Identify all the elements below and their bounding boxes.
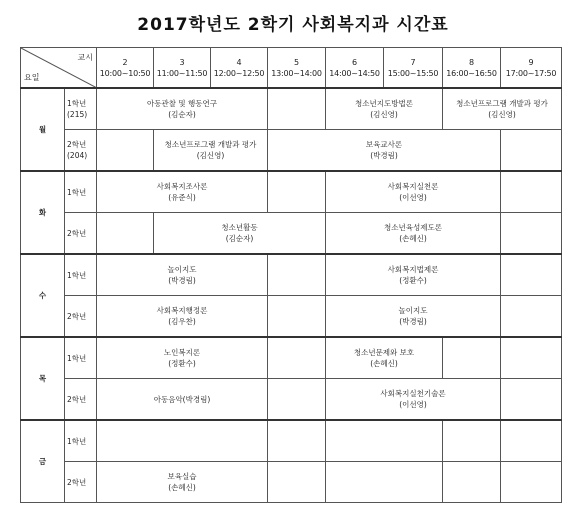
grade-name: 2학년 — [67, 477, 87, 487]
class-name: 아동관찰 및 행동연구 — [147, 99, 217, 108]
table-row — [21, 171, 562, 213]
empty-cell — [97, 213, 154, 255]
empty-cell — [501, 213, 562, 255]
empty-cell — [268, 462, 326, 503]
room-number: (215) — [67, 110, 88, 119]
grade-label — [65, 337, 97, 379]
period-time: 16:00~16:50 — [446, 68, 497, 78]
period-header — [501, 48, 562, 89]
empty-cell — [268, 420, 326, 462]
period-number: 7 — [410, 57, 416, 67]
class-cell — [326, 213, 501, 255]
period-header — [384, 48, 443, 89]
empty-cell — [97, 130, 154, 172]
period-time: 12:00~12:50 — [213, 68, 265, 78]
corner-cell — [21, 48, 97, 89]
class-name: 청소년문제와 보호 — [353, 348, 415, 357]
teacher-name: (손혜신) — [168, 483, 196, 492]
table-row — [21, 254, 562, 296]
period-time: 10:00~10:50 — [99, 68, 151, 78]
grade-label — [65, 213, 97, 255]
grade-name: 2학년 — [67, 311, 87, 321]
table-row — [21, 296, 562, 338]
class-cell — [326, 171, 501, 213]
grade-name: 1학년 — [67, 270, 87, 280]
class-cell — [97, 337, 268, 379]
empty-cell — [501, 171, 562, 213]
class-name: 사회복지조사론 — [156, 182, 208, 191]
teacher-name: (김순자) — [225, 234, 254, 243]
grade-label — [65, 420, 97, 462]
empty-cell — [443, 337, 501, 379]
class-cell — [326, 296, 501, 338]
page-title: 2017학년도 2학기 사회복지과 시간표 — [137, 15, 449, 35]
class-cell — [97, 462, 268, 503]
class-name: 노인복지론 — [163, 348, 201, 357]
grade-label — [65, 88, 97, 130]
period-header — [97, 48, 154, 89]
table-row — [21, 379, 562, 421]
period-number: 8 — [468, 57, 475, 67]
grade-name: 1학년 — [67, 99, 87, 108]
empty-cell — [501, 337, 562, 379]
teacher-name: (유준식) — [168, 193, 196, 202]
class-cell — [97, 254, 268, 296]
class-name: 청소년육성제도론 — [384, 223, 442, 232]
class-name: 아동음악(박경림) — [153, 394, 211, 404]
period-number: 4 — [236, 57, 242, 67]
day-label: 목 — [21, 337, 65, 420]
table-row — [21, 130, 562, 172]
teacher-name: (김신영) — [196, 151, 225, 160]
teacher-name: (김신영) — [488, 110, 516, 119]
grade-label — [65, 296, 97, 338]
period-time: 13:00~14:00 — [271, 68, 322, 78]
table-row — [21, 88, 562, 130]
class-cell — [97, 88, 268, 130]
grade-label — [65, 462, 97, 503]
teacher-name: (손혜신) — [399, 234, 427, 243]
period-number: 6 — [351, 57, 358, 67]
period-number: 2 — [122, 57, 128, 67]
empty-cell — [268, 171, 326, 213]
empty-cell — [501, 296, 562, 338]
period-header — [326, 48, 384, 89]
grade-name: 1학년 — [67, 353, 87, 363]
class-cell — [268, 130, 501, 172]
teacher-name: (박경림) — [168, 276, 196, 285]
table-row — [21, 213, 562, 255]
class-name: 보육실습 — [167, 472, 197, 481]
empty-cell — [443, 420, 501, 462]
period-header — [211, 48, 268, 89]
empty-cell — [268, 254, 326, 296]
period-time: 17:00~17:50 — [505, 68, 557, 78]
empty-cell — [326, 462, 443, 503]
teacher-name: (김우찬) — [168, 317, 196, 326]
timetable — [20, 47, 562, 503]
grade-name: 2학년 — [67, 140, 87, 149]
class-name: 사회복지법제론 — [387, 265, 439, 274]
empty-cell — [501, 254, 562, 296]
period-axis-label: 교시 — [77, 53, 93, 62]
class-cell — [326, 337, 443, 379]
day-label: 수 — [21, 254, 65, 337]
day-label: 화 — [21, 171, 65, 254]
table-row — [21, 337, 562, 379]
grade-label — [65, 254, 97, 296]
period-time: 11:00~11:50 — [156, 68, 208, 78]
period-number: 5 — [293, 57, 300, 67]
empty-cell — [268, 379, 326, 421]
class-name: 청소년활동 — [221, 223, 258, 232]
period-time: 14:00~14:50 — [329, 68, 380, 78]
class-name: 보육교사론 — [365, 140, 403, 149]
room-number: (204) — [67, 151, 88, 160]
grade-label — [65, 379, 97, 421]
class-cell — [154, 130, 268, 172]
class-name: 사회복지행정론 — [156, 306, 208, 315]
teacher-name: (정환수) — [168, 359, 196, 368]
teacher-name: (이선영) — [399, 193, 427, 202]
class-cell — [154, 213, 326, 255]
class-name: 청소년지도방법론 — [355, 99, 413, 108]
class-name: 놀이지도 — [167, 265, 197, 274]
teacher-name: (이선영) — [399, 400, 427, 409]
grade-name: 1학년 — [67, 187, 87, 197]
class-cell — [326, 254, 501, 296]
day-label: 금 — [21, 420, 65, 503]
class-cell — [97, 171, 268, 213]
empty-cell — [268, 296, 326, 338]
period-header — [443, 48, 501, 89]
period-number: 3 — [179, 57, 185, 67]
empty-cell — [443, 462, 501, 503]
teacher-name: (박경림) — [370, 151, 398, 160]
grade-name: 1학년 — [67, 436, 87, 446]
empty-cell — [97, 420, 268, 462]
period-number: 9 — [528, 57, 534, 67]
table-row — [21, 462, 562, 503]
teacher-name: (김신영) — [370, 110, 398, 119]
empty-cell — [501, 462, 562, 503]
class-name: 놀이지도 — [398, 306, 428, 315]
empty-cell — [326, 420, 443, 462]
period-header — [268, 48, 326, 89]
empty-cell — [501, 130, 562, 172]
grade-label — [65, 171, 97, 213]
grade-name: 2학년 — [67, 228, 87, 238]
day-axis-label: 요일 — [24, 73, 40, 82]
class-cell — [97, 379, 268, 421]
class-name: 사회복지실천기술론 — [380, 389, 446, 398]
teacher-name: (정환수) — [399, 276, 427, 285]
class-cell — [326, 379, 501, 421]
teacher-name: (김순자) — [168, 110, 196, 119]
table-row — [21, 420, 562, 462]
empty-cell — [268, 337, 326, 379]
period-time: 15:00~15:50 — [387, 68, 439, 78]
header-row — [21, 48, 562, 89]
class-name: 청소년프로그램 개발과 평가 — [456, 99, 548, 108]
class-cell — [326, 88, 443, 130]
period-header — [154, 48, 211, 89]
class-name: 청소년프로그램 개발과 평가 — [164, 140, 257, 149]
class-cell — [443, 88, 562, 130]
empty-cell — [268, 88, 326, 130]
class-name: 사회복지실천론 — [387, 182, 439, 191]
teacher-name: (손혜신) — [370, 359, 398, 368]
day-label: 월 — [21, 88, 65, 171]
empty-cell — [501, 420, 562, 462]
teacher-name: (박경림) — [399, 317, 427, 326]
class-cell — [97, 296, 268, 338]
grade-name: 2학년 — [67, 394, 87, 404]
grade-label — [65, 130, 97, 172]
empty-cell — [501, 379, 562, 421]
